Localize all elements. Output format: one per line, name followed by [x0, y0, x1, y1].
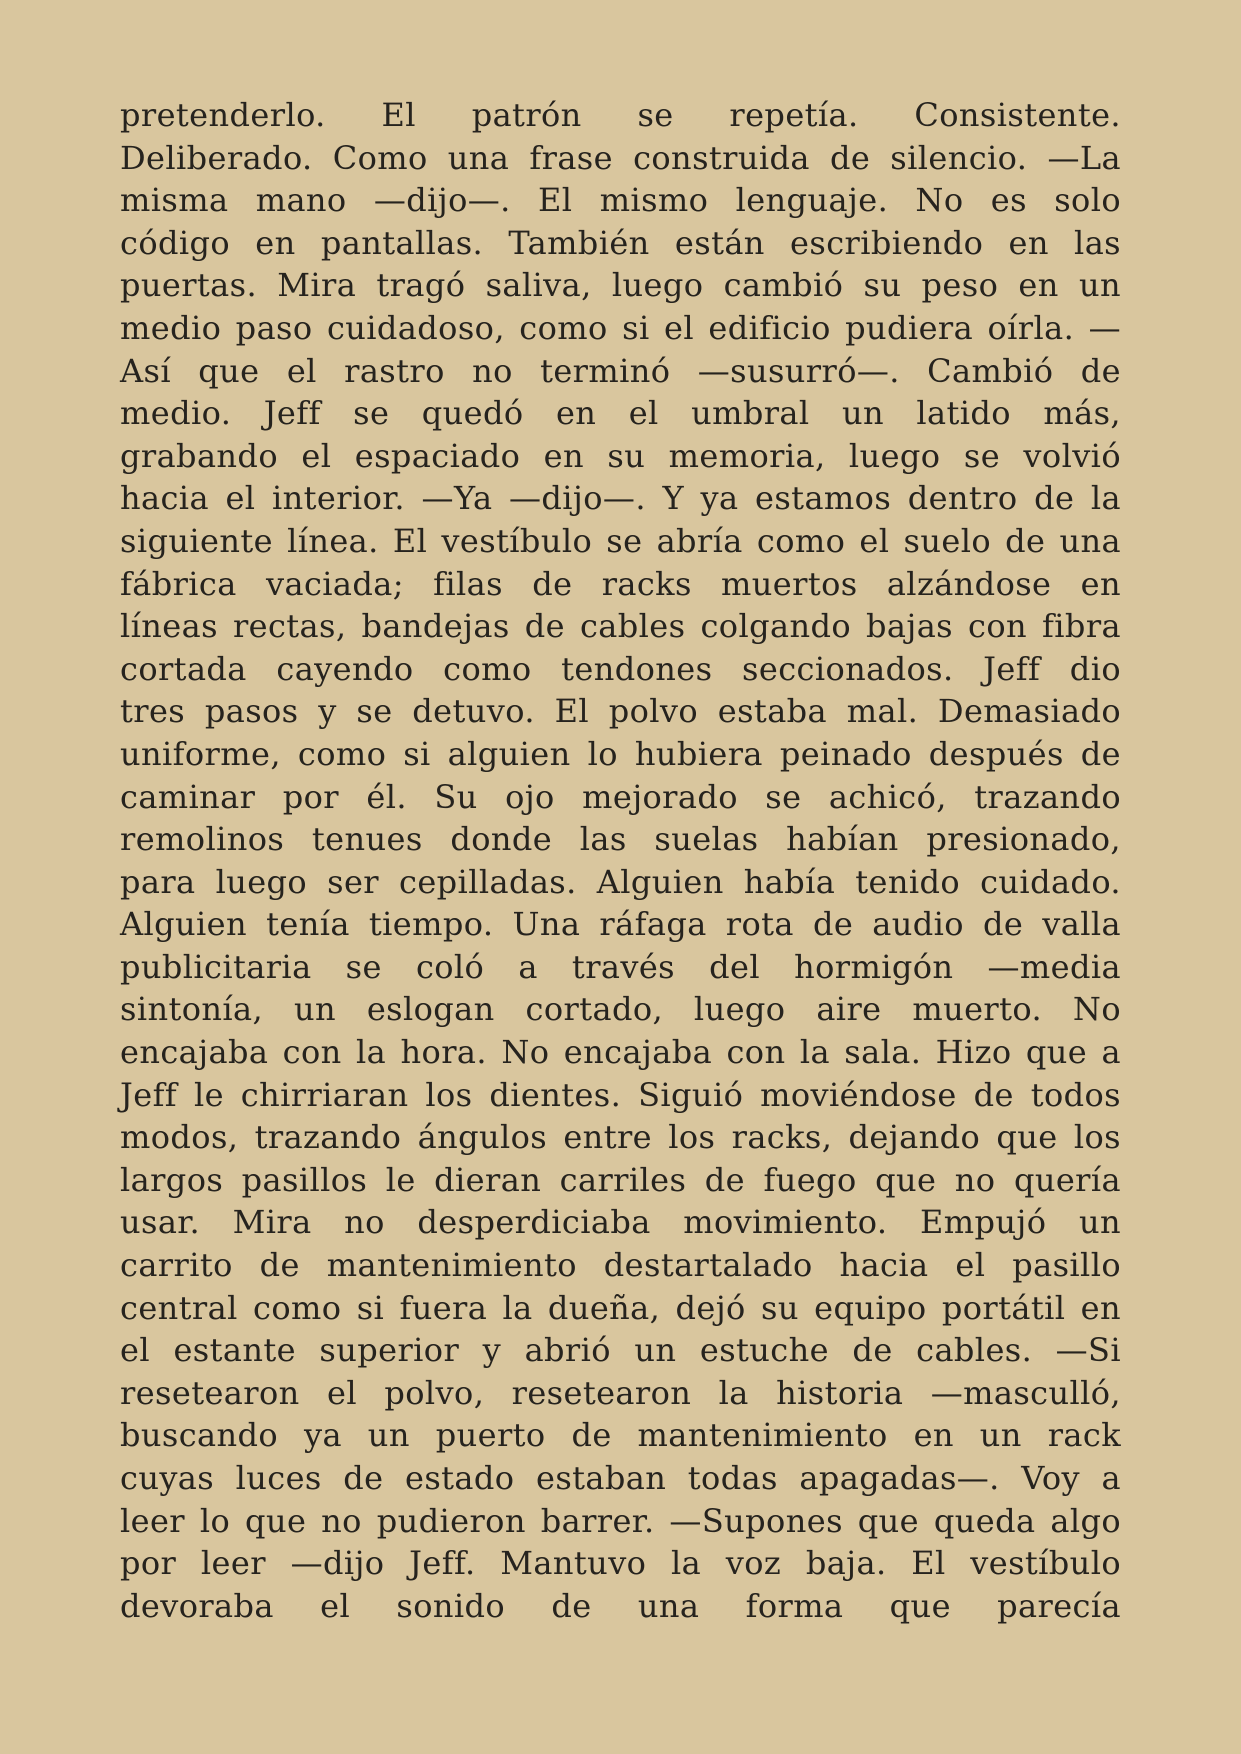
text-line: el estante superior y abrió un estuche de cables. —Si — [120, 1331, 1121, 1370]
text-line: puertas. Mira tragó saliva, luego cambió su peso en un — [120, 266, 1121, 305]
text-line: carrito de mantenimiento destartalado hacia el pasillo — [120, 1246, 1121, 1285]
text-line: Deliberado. Como una frase construida de silencio. —La — [120, 138, 1121, 177]
text-line: medio paso cuidadoso, como si el edificio pudiera oírla. — — [120, 308, 1121, 347]
text-line: leer lo que no pudieron barrer. —Supones que queda algo — [120, 1501, 1121, 1540]
text-line: resetearon el polvo, resetearon la historia —masculló, — [120, 1373, 1121, 1412]
text-line: uniforme, como si alguien lo hubiera peinado después de — [120, 734, 1121, 773]
text-line: tres pasos y se detuvo. El polvo estaba mal. Demasiado — [120, 692, 1121, 731]
text-line: líneas rectas, bandejas de cables colgando bajas con fibra — [120, 607, 1121, 646]
text-line: encajaba con la hora. No encajaba con la sala. Hizo que a — [120, 1033, 1121, 1072]
text-line: devoraba el sonido de una forma que parecía — [120, 1586, 1121, 1625]
text-line: cortada cayendo como tendones seccionados. Jeff dio — [120, 649, 1121, 688]
text-line: Así que el rastro no terminó —susurró—. Cambió de — [120, 351, 1121, 390]
text-line: siguiente línea. El vestíbulo se abría como el suelo de una — [120, 521, 1121, 560]
text-line: Jeff le chirriaran los dientes. Siguió moviéndose de todos — [120, 1075, 1121, 1114]
text-line: grabando el espaciado en su memoria, luego se volvió — [120, 436, 1121, 475]
text-line: buscando ya un puerto de mantenimiento en un rack — [120, 1416, 1121, 1455]
text-line: por leer —dijo Jeff. Mantuvo la voz baja. El vestíbulo — [120, 1544, 1121, 1583]
text-line: Alguien tenía tiempo. Una ráfaga rota de audio de valla — [120, 905, 1121, 944]
text-line: remolinos tenues donde las suelas habían presionado, — [120, 820, 1121, 859]
text-line: medio. Jeff se quedó en el umbral un latido más, — [120, 394, 1121, 433]
text-block — [120, 94, 1121, 1627]
text-line: largos pasillos le dieran carriles de fuego que no quería — [120, 1160, 1121, 1199]
text-line: hacia el interior. —Ya —dijo—. Y ya estamos dentro de la — [120, 479, 1121, 518]
text-line: para luego ser cepilladas. Alguien había tenido cuidado. — [120, 862, 1121, 901]
text-line: central como si fuera la dueña, dejó su equipo portátil en — [120, 1288, 1121, 1327]
text-line: código en pantallas. También están escribiendo en las — [120, 223, 1121, 262]
text-line: sintonía, un eslogan cortado, luego aire muerto. No — [120, 990, 1121, 1029]
text-line: pretenderlo. El patrón se repetía. Consistente. — [120, 96, 1121, 134]
text-line: cuyas luces de estado estaban todas apagadas—. Voy a — [120, 1459, 1121, 1497]
text-line: fábrica vaciada; filas de racks muertos alzándose en — [120, 564, 1121, 603]
text-line: modos, trazando ángulos entre los racks, dejando que los — [120, 1118, 1121, 1157]
text-line: usar. Mira no desperdiciaba movimiento. Empujó un — [120, 1203, 1121, 1242]
text-line: publicitaria se coló a través del hormigón —media — [120, 947, 1121, 986]
text-line: caminar por él. Su ojo mejorado se achicó, trazando — [120, 777, 1121, 816]
text-line: misma mano —dijo—. El mismo lenguaje. No es solo — [120, 181, 1121, 220]
